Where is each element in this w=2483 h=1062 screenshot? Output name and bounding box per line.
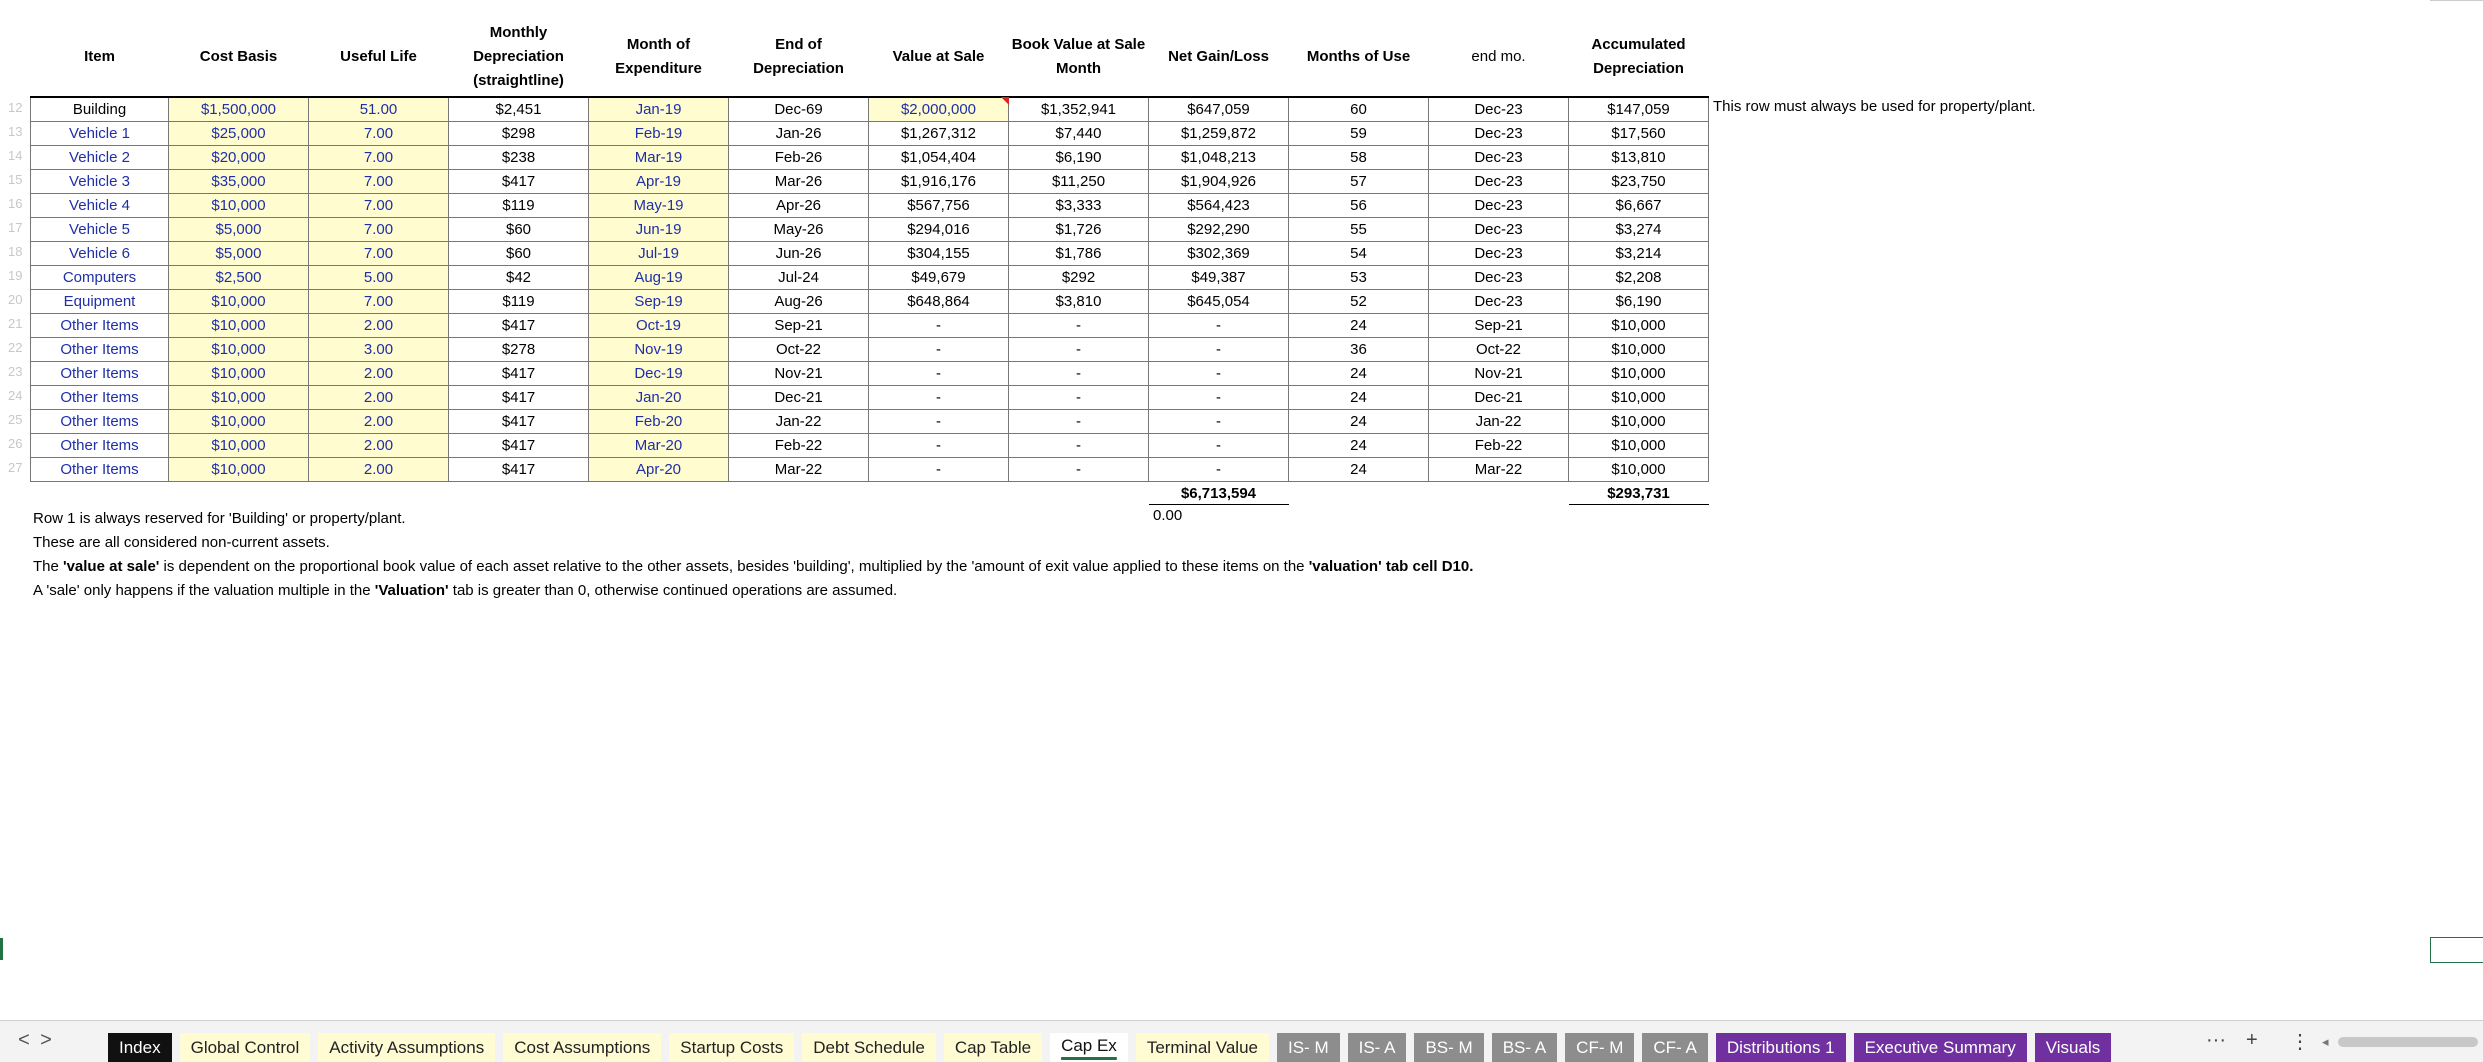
end-mo-cell[interactable]: Oct-22 — [1429, 338, 1569, 362]
value-at-sale-cell[interactable]: - — [869, 314, 1009, 338]
month-of-expenditure-cell[interactable]: Mar-19 — [589, 146, 729, 170]
header-book-value[interactable]: Book Value at Sale Month — [1009, 18, 1149, 97]
month-of-expenditure-cell[interactable]: Feb-19 — [589, 122, 729, 146]
monthly-depreciation-cell[interactable]: $278 — [449, 338, 589, 362]
sheet-tab-activity-assumptions[interactable]: Activity Assumptions — [318, 1033, 495, 1062]
table-row — [31, 410, 1709, 434]
net-gain-loss-cell[interactable]: $1,048,213 — [1149, 146, 1289, 170]
header-net-gain-loss[interactable]: Net Gain/Loss — [1149, 18, 1289, 97]
net-gain-loss-cell[interactable]: - — [1149, 410, 1289, 434]
cost-basis-cell[interactable]: $2,500 — [169, 266, 309, 290]
book-value-cell[interactable]: $1,352,941 — [1009, 97, 1149, 122]
item-cell[interactable]: Other Items — [31, 362, 169, 386]
row-number[interactable]: 21 — [8, 316, 23, 331]
building-row-note[interactable]: This row must always be used for property/plant. — [1713, 98, 2036, 115]
note-line-2[interactable]: These are all considered non-current assets. — [33, 534, 330, 551]
useful-life-cell[interactable]: 2.00 — [309, 362, 449, 386]
row-number[interactable]: 18 — [8, 244, 23, 259]
sheet-tab-is-a[interactable]: IS- A — [1348, 1033, 1407, 1062]
cost-basis-cell[interactable]: $10,000 — [169, 386, 309, 410]
value-at-sale-cell[interactable]: - — [869, 458, 1009, 482]
header-end-of-depreciation[interactable]: End of Depreciation — [729, 18, 869, 97]
cap-ex-table — [30, 18, 1709, 505]
accumulated-depreciation-cell[interactable]: $10,000 — [1569, 434, 1709, 458]
end-of-depreciation-cell[interactable]: Aug-26 — [729, 290, 869, 314]
monthly-depreciation-cell[interactable]: $119 — [449, 290, 589, 314]
item-cell[interactable]: Other Items — [31, 386, 169, 410]
months-of-use-cell[interactable]: 57 — [1289, 170, 1429, 194]
row-number[interactable]: 13 — [8, 124, 23, 139]
accumulated-depreciation-cell[interactable]: $10,000 — [1569, 314, 1709, 338]
useful-life-cell[interactable]: 2.00 — [309, 386, 449, 410]
net-gain-loss-cell[interactable]: - — [1149, 314, 1289, 338]
useful-life-cell[interactable]: 7.00 — [309, 242, 449, 266]
net-gain-loss-cell[interactable]: $564,423 — [1149, 194, 1289, 218]
row-number[interactable]: 14 — [8, 148, 23, 163]
useful-life-cell[interactable]: 7.00 — [309, 122, 449, 146]
months-of-use-cell[interactable]: 24 — [1289, 386, 1429, 410]
table-row — [31, 194, 1709, 218]
net-gain-loss-cell[interactable]: $302,369 — [1149, 242, 1289, 266]
value-at-sale-cell[interactable]: - — [869, 338, 1009, 362]
cost-basis-cell[interactable]: $10,000 — [169, 410, 309, 434]
end-of-depreciation-cell[interactable]: Mar-22 — [729, 458, 869, 482]
end-of-depreciation-cell[interactable]: Apr-26 — [729, 194, 869, 218]
book-value-cell[interactable]: $3,333 — [1009, 194, 1149, 218]
monthly-depreciation-cell[interactable]: $238 — [449, 146, 589, 170]
useful-life-cell[interactable]: 51.00 — [309, 97, 449, 122]
selected-cell[interactable] — [2430, 937, 2483, 963]
monthly-depreciation-cell[interactable]: $417 — [449, 314, 589, 338]
book-value-cell[interactable]: - — [1009, 362, 1149, 386]
end-mo-cell[interactable]: Dec-23 — [1429, 218, 1569, 242]
end-of-depreciation-cell[interactable]: Dec-69 — [729, 97, 869, 122]
sheet-tab-visuals[interactable]: Visuals — [2035, 1033, 2112, 1062]
table-row — [31, 218, 1709, 242]
net-gain-loss-cell[interactable]: - — [1149, 338, 1289, 362]
sheet-tab-executive-summary[interactable]: Executive Summary — [1854, 1033, 2027, 1062]
cost-basis-cell[interactable]: $5,000 — [169, 218, 309, 242]
end-mo-cell[interactable]: Mar-22 — [1429, 458, 1569, 482]
check-value-cell[interactable]: 0.00 — [1153, 507, 1183, 524]
month-of-expenditure-cell[interactable]: Jan-20 — [589, 386, 729, 410]
value-at-sale-cell[interactable]: $1,267,312 — [869, 122, 1009, 146]
end-mo-cell[interactable]: Dec-23 — [1429, 97, 1569, 122]
months-of-use-cell[interactable]: 59 — [1289, 122, 1429, 146]
total-accumulated-depreciation[interactable]: $293,731 — [1569, 482, 1709, 505]
end-mo-cell[interactable]: Jan-22 — [1429, 410, 1569, 434]
sheet-tab-cap-ex[interactable]: Cap Ex — [1050, 1033, 1128, 1062]
months-of-use-cell[interactable]: 24 — [1289, 314, 1429, 338]
cost-basis-cell[interactable]: $10,000 — [169, 338, 309, 362]
row-number[interactable]: 16 — [8, 196, 23, 211]
value-at-sale-cell[interactable]: $567,756 — [869, 194, 1009, 218]
months-of-use-cell[interactable]: 58 — [1289, 146, 1429, 170]
accumulated-depreciation-cell[interactable]: $10,000 — [1569, 338, 1709, 362]
header-monthly-depreciation[interactable]: Monthly Depreciation (straightline) — [449, 18, 589, 97]
net-gain-loss-cell[interactable]: $1,259,872 — [1149, 122, 1289, 146]
end-mo-cell[interactable]: Sep-21 — [1429, 314, 1569, 338]
cost-basis-cell[interactable]: $10,000 — [169, 194, 309, 218]
accumulated-depreciation-cell[interactable]: $147,059 — [1569, 97, 1709, 122]
month-of-expenditure-cell[interactable]: Mar-20 — [589, 434, 729, 458]
months-of-use-cell[interactable]: 36 — [1289, 338, 1429, 362]
useful-life-cell[interactable]: 2.00 — [309, 410, 449, 434]
month-of-expenditure-cell[interactable]: Apr-19 — [589, 170, 729, 194]
end-of-depreciation-cell[interactable]: Sep-21 — [729, 314, 869, 338]
value-at-sale-cell[interactable]: - — [869, 362, 1009, 386]
months-of-use-cell[interactable]: 24 — [1289, 362, 1429, 386]
table-row — [31, 242, 1709, 266]
grid-line — [2430, 0, 2483, 1]
tab-scroll-right-icon[interactable]: > — [40, 1029, 52, 1051]
cost-basis-cell[interactable]: $25,000 — [169, 122, 309, 146]
net-gain-loss-cell[interactable]: - — [1149, 458, 1289, 482]
item-cell[interactable]: Vehicle 6 — [31, 242, 169, 266]
header-accumulated-depreciation[interactable]: Accumulated Depreciation — [1569, 18, 1709, 97]
tab-scroll-left-icon[interactable]: < — [18, 1029, 30, 1051]
monthly-depreciation-cell[interactable]: $417 — [449, 434, 589, 458]
item-cell[interactable]: Other Items — [31, 314, 169, 338]
note-line-1[interactable]: Row 1 is always reserved for 'Building' or property/plant. — [33, 510, 406, 527]
cost-basis-cell[interactable]: $10,000 — [169, 434, 309, 458]
end-mo-cell[interactable]: Dec-23 — [1429, 290, 1569, 314]
end-mo-cell[interactable]: Feb-22 — [1429, 434, 1569, 458]
month-of-expenditure-cell[interactable]: Nov-19 — [589, 338, 729, 362]
useful-life-cell[interactable]: 2.00 — [309, 314, 449, 338]
sheet-tab-bs-m[interactable]: BS- M — [1414, 1033, 1483, 1062]
sheet-tab-cap-table[interactable]: Cap Table — [944, 1033, 1042, 1062]
row-number[interactable]: 27 — [8, 460, 23, 475]
item-cell[interactable]: Vehicle 1 — [31, 122, 169, 146]
month-of-expenditure-cell[interactable]: Jan-19 — [589, 97, 729, 122]
table-row — [31, 386, 1709, 410]
end-of-depreciation-cell[interactable]: Oct-22 — [729, 338, 869, 362]
header-cost-basis[interactable]: Cost Basis — [169, 18, 309, 97]
useful-life-cell[interactable]: 5.00 — [309, 266, 449, 290]
end-mo-cell[interactable]: Dec-23 — [1429, 170, 1569, 194]
item-cell[interactable]: Vehicle 4 — [31, 194, 169, 218]
end-mo-cell[interactable]: Dec-23 — [1429, 146, 1569, 170]
cost-basis-cell[interactable]: $10,000 — [169, 458, 309, 482]
end-mo-cell[interactable]: Nov-21 — [1429, 362, 1569, 386]
more-sheets-icon[interactable]: ··· — [2206, 1029, 2226, 1051]
end-of-depreciation-cell[interactable]: Jul-24 — [729, 266, 869, 290]
sheet-tab-bar — [0, 1020, 2483, 1062]
value-at-sale-cell[interactable]: - — [869, 434, 1009, 458]
months-of-use-cell[interactable]: 53 — [1289, 266, 1429, 290]
cost-basis-cell[interactable]: $10,000 — [169, 314, 309, 338]
item-cell[interactable]: Vehicle 2 — [31, 146, 169, 170]
sheet-tab-debt-schedule[interactable]: Debt Schedule — [802, 1033, 936, 1062]
table-row — [31, 362, 1709, 386]
accumulated-depreciation-cell[interactable]: $3,214 — [1569, 242, 1709, 266]
useful-life-cell[interactable]: 2.00 — [309, 434, 449, 458]
book-value-cell[interactable]: - — [1009, 314, 1149, 338]
row-number[interactable]: 22 — [8, 340, 23, 355]
table-row — [31, 290, 1709, 314]
header-useful-life[interactable]: Useful Life — [309, 18, 449, 97]
cost-basis-cell[interactable]: $10,000 — [169, 290, 309, 314]
book-value-cell[interactable]: $292 — [1009, 266, 1149, 290]
month-of-expenditure-cell[interactable]: Feb-20 — [589, 410, 729, 434]
month-of-expenditure-cell[interactable]: Dec-19 — [589, 362, 729, 386]
sheet-tab-distributions-1[interactable]: Distributions 1 — [1716, 1033, 1846, 1062]
book-value-cell[interactable]: - — [1009, 386, 1149, 410]
end-of-depreciation-cell[interactable]: Nov-21 — [729, 362, 869, 386]
cost-basis-cell[interactable]: $5,000 — [169, 242, 309, 266]
header-end-mo[interactable]: end mo. — [1429, 18, 1569, 97]
monthly-depreciation-cell[interactable]: $60 — [449, 242, 589, 266]
end-mo-cell[interactable]: Dec-23 — [1429, 194, 1569, 218]
header-item[interactable]: Item — [31, 18, 169, 97]
net-gain-loss-cell[interactable]: - — [1149, 362, 1289, 386]
end-mo-cell[interactable]: Dec-23 — [1429, 242, 1569, 266]
note-line-3[interactable]: The 'value at sale' is dependent on the proportional book value of each asset relative to the other assets, besides 'building', multiplied by the 'amount of exit value applied to these items on the 'valuation' tab cell D10. — [33, 558, 1474, 575]
months-of-use-cell[interactable]: 56 — [1289, 194, 1429, 218]
row-number[interactable]: 12 — [8, 100, 23, 115]
book-value-cell[interactable]: - — [1009, 458, 1149, 482]
month-of-expenditure-cell[interactable]: Aug-19 — [589, 266, 729, 290]
book-value-cell[interactable]: $3,810 — [1009, 290, 1149, 314]
row-number[interactable]: 23 — [8, 364, 23, 379]
end-of-depreciation-cell[interactable]: Jan-22 — [729, 410, 869, 434]
row-selection-marker — [0, 938, 3, 960]
value-at-sale-cell[interactable]: $1,054,404 — [869, 146, 1009, 170]
table-row — [31, 170, 1709, 194]
net-gain-loss-cell[interactable]: $647,059 — [1149, 97, 1289, 122]
net-gain-loss-cell[interactable]: $292,290 — [1149, 218, 1289, 242]
value-at-sale-cell[interactable]: $294,016 — [869, 218, 1009, 242]
table-row — [31, 266, 1709, 290]
end-of-depreciation-cell[interactable]: Feb-26 — [729, 146, 869, 170]
months-of-use-cell[interactable]: 55 — [1289, 218, 1429, 242]
useful-life-cell[interactable]: 7.00 — [309, 194, 449, 218]
table-row — [31, 122, 1709, 146]
table-row — [31, 97, 1709, 122]
end-mo-cell[interactable]: Dec-23 — [1429, 266, 1569, 290]
item-cell[interactable]: Vehicle 5 — [31, 218, 169, 242]
book-value-cell[interactable]: $11,250 — [1009, 170, 1149, 194]
cost-basis-cell[interactable]: $35,000 — [169, 170, 309, 194]
item-cell[interactable]: Other Items — [31, 410, 169, 434]
table-row — [31, 314, 1709, 338]
item-cell[interactable]: Equipment — [31, 290, 169, 314]
header-months-of-use[interactable]: Months of Use — [1289, 18, 1429, 97]
months-of-use-cell[interactable]: 60 — [1289, 97, 1429, 122]
horizontal-scrollbar[interactable] — [2338, 1037, 2478, 1047]
month-of-expenditure-cell[interactable]: Jun-19 — [589, 218, 729, 242]
sheet-tab-terminal-value[interactable]: Terminal Value — [1136, 1033, 1269, 1062]
header-month-of-expenditure[interactable]: Month of Expenditure — [589, 18, 729, 97]
end-of-depreciation-cell[interactable]: Feb-22 — [729, 434, 869, 458]
value-at-sale-cell[interactable]: $648,864 — [869, 290, 1009, 314]
monthly-depreciation-cell[interactable]: $417 — [449, 386, 589, 410]
value-at-sale-cell[interactable]: - — [869, 410, 1009, 434]
table-row — [31, 434, 1709, 458]
row-number[interactable]: 17 — [8, 220, 23, 235]
end-of-depreciation-cell[interactable]: Jun-26 — [729, 242, 869, 266]
book-value-cell[interactable]: $1,786 — [1009, 242, 1149, 266]
monthly-depreciation-cell[interactable]: $42 — [449, 266, 589, 290]
months-of-use-cell[interactable]: 24 — [1289, 410, 1429, 434]
value-at-sale-cell[interactable]: $304,155 — [869, 242, 1009, 266]
comment-indicator-icon[interactable] — [1001, 97, 1009, 105]
table-row — [31, 338, 1709, 362]
end-of-depreciation-cell[interactable]: May-26 — [729, 218, 869, 242]
sheet-tab-index[interactable]: Index — [108, 1033, 172, 1062]
monthly-depreciation-cell[interactable]: $2,451 — [449, 97, 589, 122]
month-of-expenditure-cell[interactable]: Jul-19 — [589, 242, 729, 266]
useful-life-cell[interactable]: 7.00 — [309, 170, 449, 194]
end-of-depreciation-cell[interactable]: Dec-21 — [729, 386, 869, 410]
sheet-tab-cost-assumptions[interactable]: Cost Assumptions — [503, 1033, 661, 1062]
accumulated-depreciation-cell[interactable]: $10,000 — [1569, 410, 1709, 434]
add-sheet-icon[interactable]: + — [2246, 1029, 2258, 1051]
item-cell[interactable]: Other Items — [31, 458, 169, 482]
item-cell[interactable]: Building — [31, 97, 169, 122]
end-of-depreciation-cell[interactable]: Mar-26 — [729, 170, 869, 194]
value-at-sale-cell[interactable]: $1,916,176 — [869, 170, 1009, 194]
accumulated-depreciation-cell[interactable]: $6,190 — [1569, 290, 1709, 314]
monthly-depreciation-cell[interactable]: $417 — [449, 170, 589, 194]
value-at-sale-cell[interactable]: $49,679 — [869, 266, 1009, 290]
months-of-use-cell[interactable]: 24 — [1289, 434, 1429, 458]
monthly-depreciation-cell[interactable]: $417 — [449, 362, 589, 386]
row-headers — [0, 96, 30, 480]
month-of-expenditure-cell[interactable]: Apr-20 — [589, 458, 729, 482]
note-line-4[interactable]: A 'sale' only happens if the valuation multiple in the 'Valuation' tab is greater than 0, otherwise continued operations are assumed. — [33, 582, 898, 599]
item-cell[interactable]: Computers — [31, 266, 169, 290]
net-gain-loss-cell[interactable]: - — [1149, 434, 1289, 458]
accumulated-depreciation-cell[interactable]: $13,810 — [1569, 146, 1709, 170]
table-row — [31, 458, 1709, 482]
useful-life-cell[interactable]: 7.00 — [309, 290, 449, 314]
sheet-tab-cf-a[interactable]: CF- A — [1642, 1033, 1707, 1062]
item-cell[interactable]: Vehicle 3 — [31, 170, 169, 194]
months-of-use-cell[interactable]: 54 — [1289, 242, 1429, 266]
cost-basis-cell[interactable]: $10,000 — [169, 362, 309, 386]
useful-life-cell[interactable]: 7.00 — [309, 218, 449, 242]
sheet-tab-global-control[interactable]: Global Control — [180, 1033, 311, 1062]
useful-life-cell[interactable]: 3.00 — [309, 338, 449, 362]
monthly-depreciation-cell[interactable]: $417 — [449, 458, 589, 482]
net-gain-loss-cell[interactable]: - — [1149, 386, 1289, 410]
sheet-tab-cf-m[interactable]: CF- M — [1565, 1033, 1634, 1062]
hscroll-left-arrow-icon[interactable]: ◂ — [2322, 1034, 2329, 1049]
row-number[interactable]: 15 — [8, 172, 23, 187]
monthly-depreciation-cell[interactable]: $60 — [449, 218, 589, 242]
end-mo-cell[interactable]: Dec-23 — [1429, 122, 1569, 146]
header-value-at-sale[interactable]: Value at Sale — [869, 18, 1009, 97]
month-of-expenditure-cell[interactable]: Oct-19 — [589, 314, 729, 338]
sheet-tab-is-m[interactable]: IS- M — [1277, 1033, 1340, 1062]
cost-basis-cell[interactable]: $20,000 — [169, 146, 309, 170]
item-cell[interactable]: Other Items — [31, 338, 169, 362]
accumulated-depreciation-cell[interactable]: $17,560 — [1569, 122, 1709, 146]
item-cell[interactable]: Other Items — [31, 434, 169, 458]
book-value-cell[interactable]: - — [1009, 338, 1149, 362]
net-gain-loss-cell[interactable]: $49,387 — [1149, 266, 1289, 290]
total-net-gain-loss[interactable]: $6,713,594 — [1149, 482, 1289, 505]
value-at-sale-cell[interactable]: $2,000,000 — [869, 97, 1009, 122]
cost-basis-cell[interactable]: $1,500,000 — [169, 97, 309, 122]
months-of-use-cell[interactable]: 24 — [1289, 458, 1429, 482]
accumulated-depreciation-cell[interactable]: $10,000 — [1569, 458, 1709, 482]
accumulated-depreciation-cell[interactable]: $10,000 — [1569, 362, 1709, 386]
accumulated-depreciation-cell[interactable]: $6,667 — [1569, 194, 1709, 218]
accumulated-depreciation-cell[interactable]: $2,208 — [1569, 266, 1709, 290]
net-gain-loss-cell[interactable]: $1,904,926 — [1149, 170, 1289, 194]
end-mo-cell[interactable]: Dec-21 — [1429, 386, 1569, 410]
book-value-cell[interactable]: $1,726 — [1009, 218, 1149, 242]
book-value-cell[interactable]: $7,440 — [1009, 122, 1149, 146]
book-value-cell[interactable]: - — [1009, 410, 1149, 434]
accumulated-depreciation-cell[interactable]: $3,274 — [1569, 218, 1709, 242]
book-value-cell[interactable]: - — [1009, 434, 1149, 458]
notes-block — [33, 507, 1473, 603]
sheet-options-icon[interactable]: ⋮ — [2290, 1031, 2310, 1053]
row-number[interactable]: 25 — [8, 412, 23, 427]
accumulated-depreciation-cell[interactable]: $10,000 — [1569, 386, 1709, 410]
row-number[interactable]: 20 — [8, 292, 23, 307]
sheet-tab-startup-costs[interactable]: Startup Costs — [669, 1033, 794, 1062]
monthly-depreciation-cell[interactable]: $298 — [449, 122, 589, 146]
end-of-depreciation-cell[interactable]: Jan-26 — [729, 122, 869, 146]
months-of-use-cell[interactable]: 52 — [1289, 290, 1429, 314]
accumulated-depreciation-cell[interactable]: $23,750 — [1569, 170, 1709, 194]
table-row — [31, 146, 1709, 170]
monthly-depreciation-cell[interactable]: $417 — [449, 410, 589, 434]
book-value-cell[interactable]: $6,190 — [1009, 146, 1149, 170]
month-of-expenditure-cell[interactable]: May-19 — [589, 194, 729, 218]
row-number[interactable]: 19 — [8, 268, 23, 283]
month-of-expenditure-cell[interactable]: Sep-19 — [589, 290, 729, 314]
row-number[interactable]: 26 — [8, 436, 23, 451]
useful-life-cell[interactable]: 2.00 — [309, 458, 449, 482]
value-at-sale-cell[interactable]: - — [869, 386, 1009, 410]
sheet-tab-bs-a[interactable]: BS- A — [1492, 1033, 1557, 1062]
monthly-depreciation-cell[interactable]: $119 — [449, 194, 589, 218]
net-gain-loss-cell[interactable]: $645,054 — [1149, 290, 1289, 314]
row-number[interactable]: 24 — [8, 388, 23, 403]
useful-life-cell[interactable]: 7.00 — [309, 146, 449, 170]
